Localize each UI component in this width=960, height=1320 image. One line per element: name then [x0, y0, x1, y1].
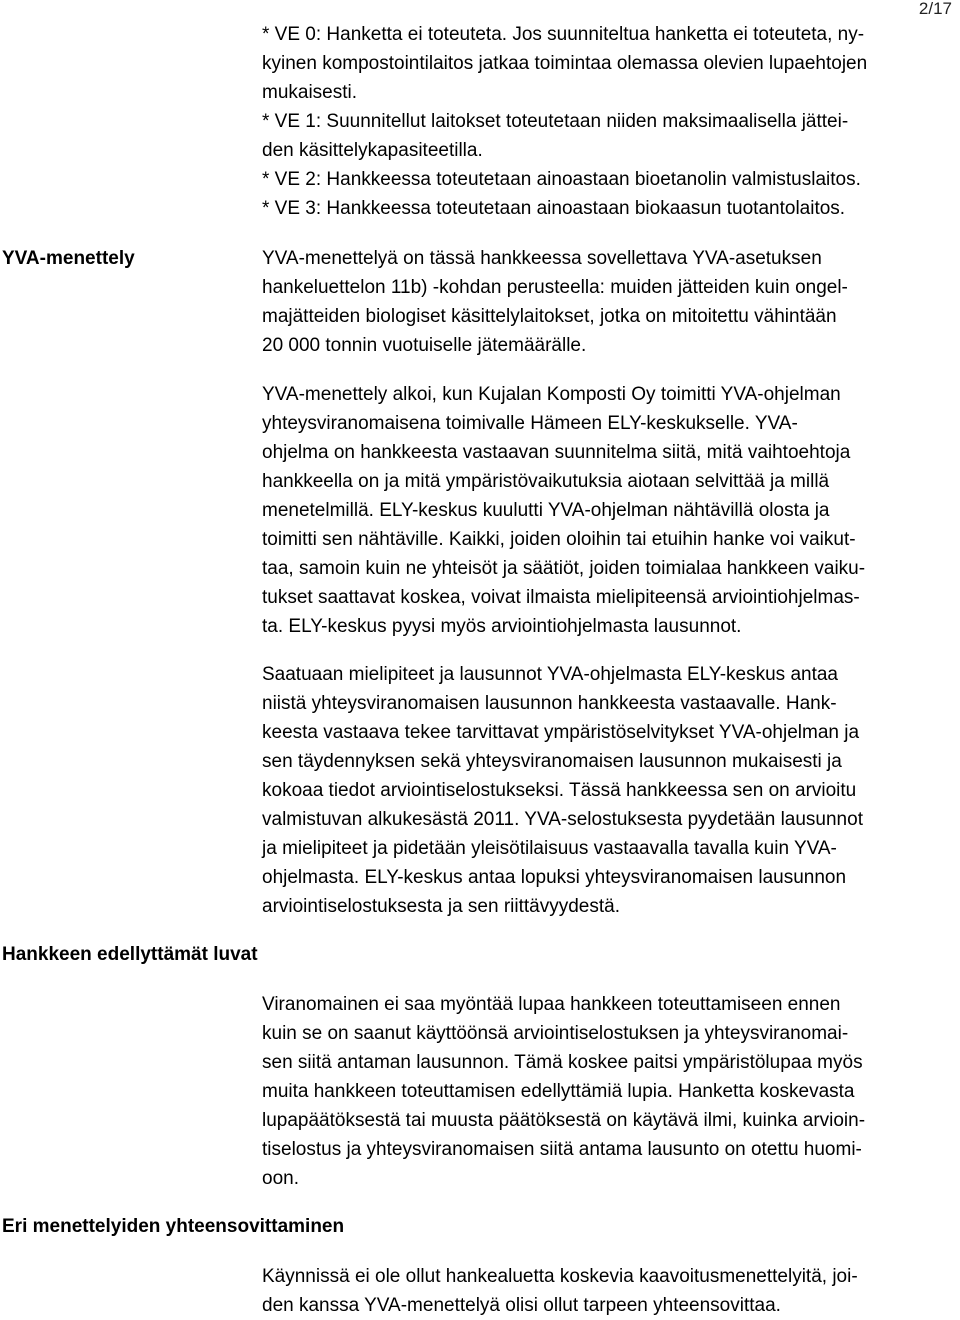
text-line: * VE 1: Suunnitellut laitokset toteutetaan niiden maksimaalisella jättei-: [262, 111, 849, 132]
text-line: muita hankkeen toteuttamisen edellyttämiä lupia. Hanketta koskevasta: [262, 1081, 855, 1102]
text-line: * VE 3: Hankkeessa toteutetaan ainoastaan biokaasun tuotantolaitos.: [262, 198, 846, 219]
text-line: YVA-menettelyä on tässä hankkeessa sovellettava YVA-asetuksen: [262, 248, 822, 269]
text-line: hankkeella on ja mitä ympäristövaikutuksia aiotaan selvittää ja millä: [262, 471, 830, 492]
text-line: * VE 0: Hanketta ei toteuteta. Jos suunniteltua hanketta ei toteuteta, ny-: [262, 24, 865, 45]
text-line: ohjelma on hankkeesta vastaavan suunnitelma siitä, mitä vaihtoehtoja: [262, 442, 851, 463]
text-line: tiselostus ja yhteysviranomaisen siitä antama lausunto on otettu huomi-: [262, 1139, 862, 1160]
text-line: menetelmillä. ELY-keskus kuulutti YVA-ohjelman nähtävillä olosta ja: [262, 500, 830, 521]
text-line: * VE 2: Hankkeessa toteutetaan ainoastaan bioetanolin valmistuslaitos.: [262, 169, 861, 190]
text-line: kyinen kompostointilaitos jatkaa toimintaa olemassa olevien lupaehtojen: [262, 53, 868, 74]
section-heading-yva: YVA-menettely: [2, 248, 135, 269]
text-line: den käsittelykapasiteetilla.: [262, 140, 483, 161]
text-line: keesta vastaava tekee tarvittavat ympäristöselvitykset YVA-ohjelman ja: [262, 722, 860, 743]
text-line: ta. ELY-keskus pyysi myös arviointiohjelmasta lausunnot.: [262, 616, 742, 637]
text-line: valmistuvan alkukesästä 2011. YVA-selostuksesta pyydetään lausunnot: [262, 809, 863, 830]
text-line: majätteiden biologiset käsittelylaitokset, jotka on mitoitettu vähintään: [262, 306, 837, 327]
text-line: niistä yhteysviranomaisen lausunnon hankkeesta vastaavalle. Hank-: [262, 693, 837, 714]
text-line: arviointiselostuksesta ja sen riittävyydestä.: [262, 896, 620, 917]
section-heading-permits: Hankkeen edellyttämät luvat: [2, 944, 258, 965]
text-line: Saatuaan mielipiteet ja lausunnot YVA-ohjelmasta ELY-keskus antaa: [262, 664, 838, 685]
text-line: Viranomainen ei saa myöntää lupaa hankkeen toteuttamiseen ennen: [262, 994, 841, 1015]
text-line: ohjelmasta. ELY-keskus antaa lopuksi yhteysviranomaisen lausunnon: [262, 867, 847, 888]
text-line: lupapäätöksestä tai muusta päätöksestä on käytävä ilmi, kuinka arvioin-: [262, 1110, 866, 1131]
text-line: hankeluettelon 11b) -kohdan perusteella: muiden jätteiden kuin ongel-: [262, 277, 848, 298]
text-line: tukset saattavat koskea, voivat ilmaista mielipiteensä arviointiohjelmas-: [262, 587, 860, 608]
coordination-paragraph: [262, 1262, 960, 1320]
text-line: taa, samoin kuin ne yhteisöt ja säätiöt, joiden toimialaa hankkeen vaiku-: [262, 558, 866, 579]
page-number: 2/17: [918, 0, 952, 18]
text-line: kuin se on saanut käyttöönsä arviointiselostuksen ja yhteysviranomai-: [262, 1023, 849, 1044]
text-line: mukaisesti.: [262, 82, 358, 103]
text-line: Käynnissä ei ole ollut hankealuetta koskevia kaavoitusmenettelyitä, joi-: [262, 1266, 858, 1287]
permits-paragraph: [262, 990, 960, 1193]
section-heading-coordination: Eri menettelyiden yhteensovittaminen: [2, 1216, 345, 1237]
text-line: sen siitä antaman lausunnon. Tämä koskee paitsi ympäristölupaa myös: [262, 1052, 863, 1073]
text-line: sen täydennyksen sekä yhteysviranomaisen lausunnon mukaisesti ja: [262, 751, 842, 772]
text-line: oon.: [262, 1168, 299, 1189]
text-line: YVA-menettely alkoi, kun Kujalan Komposti Oy toimitti YVA-ohjelman: [262, 384, 841, 405]
text-line: kokoaa tiedot arviointiselostukseksi. Tässä hankkeessa sen on arvioitu: [262, 780, 857, 801]
alternatives-list: [262, 20, 960, 223]
text-line: yhteysviranomaisena toimivalle Hämeen ELY-keskukselle. YVA-: [262, 413, 798, 434]
text-line: toimitti sen nähtäville. Kaikki, joiden oloihin tai etuihin hanke voi vaikut-: [262, 529, 856, 550]
yva-paragraph-3: [262, 660, 960, 921]
text-line: den kanssa YVA-menettelyä olisi ollut tarpeen yhteensovittaa.: [262, 1295, 781, 1316]
yva-paragraph-1: [262, 244, 960, 360]
text-line: ja mielipiteet ja pidetään yleisötilaisuus vastaavalla tavalla kuin YVA-: [262, 838, 837, 859]
text-line: 20 000 tonnin vuotuiselle jätemäärälle.: [262, 335, 587, 356]
yva-paragraph-2: [262, 380, 960, 641]
